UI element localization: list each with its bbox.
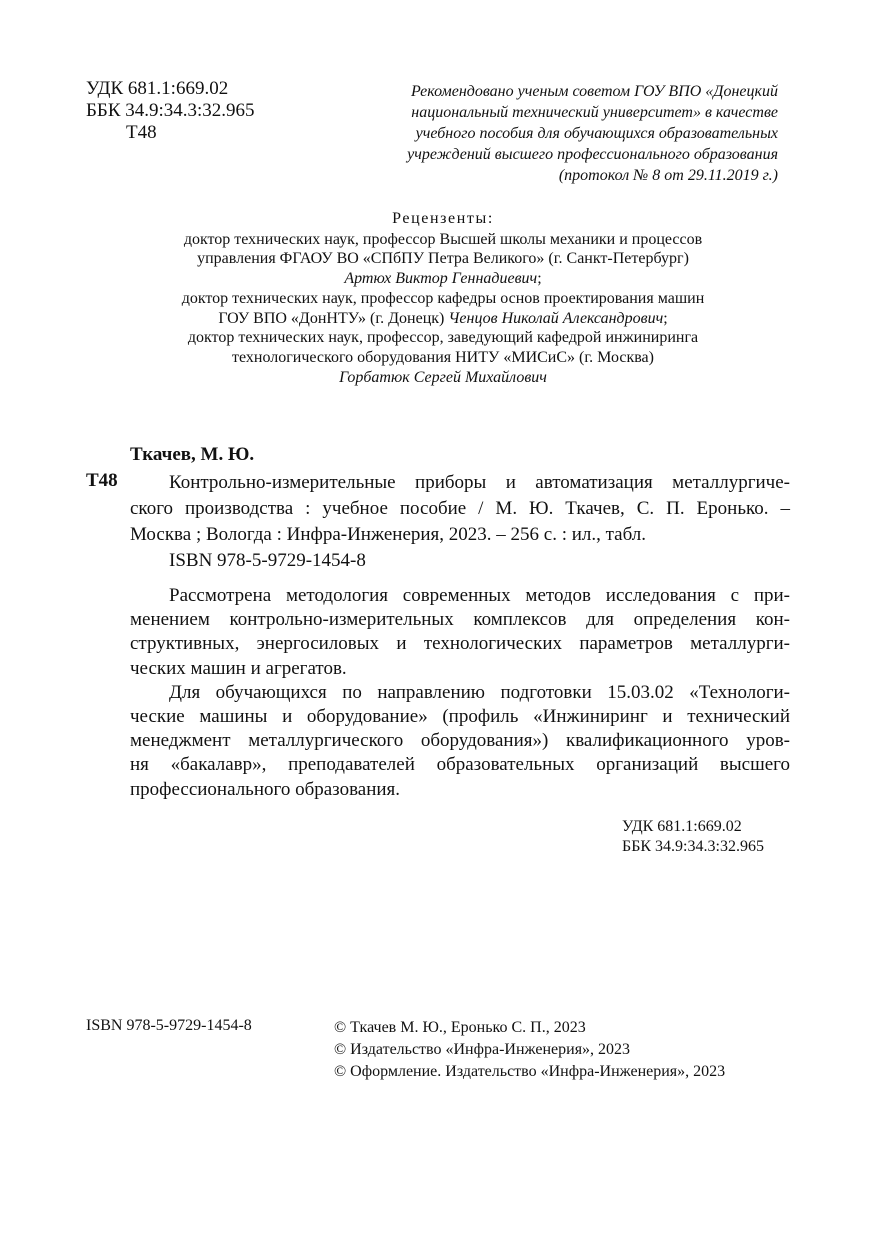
separator: ; — [537, 270, 542, 288]
abstract-line: структивных, энергосиловых и технологических параметров металлурги- — [130, 633, 790, 655]
recommendation-line: (протокол № 8 от 29.11.2019 г.) — [558, 167, 778, 184]
abstract-line: Для обучающихся по направлению подготовки 15.03.02 «Технологи- — [169, 681, 790, 703]
reviewer-line: доктор технических наук, профессор, заведующий кафедрой инжиниринга — [187, 329, 699, 347]
abstract — [130, 584, 790, 802]
copyright-line: © Издательство «Инфра-Инженерия», 2023 — [334, 1041, 631, 1058]
bbk-code: ББК 34.9:34.3:32.965 — [622, 838, 764, 855]
isbn: ISBN 978-5-9729-1454-8 — [86, 1017, 252, 1034]
abstract-line: ческих машин и агрегатов. — [130, 657, 347, 679]
abstract-line: ческие машины и оборудование» (профиль «Инжиниринг и технический — [130, 706, 790, 728]
abstract-line: профессионального образования. — [130, 778, 401, 800]
copyright-line: © Ткачев М. Ю., Еронько С. П., 2023 — [334, 1019, 586, 1036]
classification-codes — [86, 78, 255, 144]
recommendation-line: учреждений высшего профессионального образования — [407, 146, 778, 163]
reviewers-heading: Рецензенты: — [392, 210, 494, 227]
reviewer-name: Ченцов Николай Александрович — [448, 309, 664, 327]
classification-codes-bottom — [622, 817, 764, 857]
abstract-line: Рассмотрена методология современных методов исследования с при- — [169, 585, 790, 606]
udk-code: УДК 681.1:669.02 — [622, 818, 742, 835]
biblio-line: Москва ; Вологда : Инфра-Инженерия, 2023. – 256 с. : ил., табл. — [130, 524, 647, 545]
reviewer-name: Артюх Виктор Геннадиевич — [344, 270, 538, 288]
copyright-line: © Оформление. Издательство «Инфра-Инженерия», 2023 — [334, 1063, 726, 1080]
reviewer-line: доктор технических наук, профессор кафедры основ проектирования машин — [181, 289, 705, 307]
reviewer-line — [90, 269, 796, 289]
biblio-line: ского производства : учебное пособие / М. Ю. Ткачев, С. П. Еронько. – — [130, 498, 790, 519]
reviewer-line: управления ФГАОУ ВО «СПбПУ Петра Великого» (г. Санкт-Петербург) — [197, 250, 689, 268]
reviewer-name: Горбатюк Сергей Михайлович — [339, 368, 547, 386]
reviewer-line: технологического оборудования НИТУ «МИСиС» (г. Москва) — [232, 348, 654, 366]
bbk-code: ББК 34.9:34.3:32.965 — [86, 100, 255, 121]
reviewer-affiliation: ГОУ ВПО «ДонНТУ» (г. Донецк) — [218, 309, 445, 327]
biblio-line: Контрольно-измерительные приборы и автоматизация металлургиче- — [169, 472, 790, 493]
bibliographic-code: Т48 — [86, 470, 118, 491]
reviewer-line: доктор технических наук, профессор Высшей школы механики и процессов — [183, 230, 703, 248]
udk-code: УДК 681.1:669.02 — [86, 78, 229, 99]
author-mark: Т48 — [126, 122, 157, 143]
reviewers-block — [90, 209, 796, 387]
reviewer-line — [90, 309, 796, 329]
abstract-line: менеджмент металлургического оборудования») квалификационного уров- — [130, 730, 790, 752]
bibliographic-description — [130, 470, 790, 574]
abstract-line: ня «бакалавр», преподавателей образовательных организаций высшего — [130, 754, 790, 776]
biblio-isbn: ISBN 978-5-9729-1454-8 — [169, 550, 366, 571]
recommendation-line: национальный технический университет» в качестве — [411, 104, 778, 121]
abstract-line: менением контрольно-измерительных комплексов для определения кон- — [130, 609, 790, 631]
recommendation-block — [360, 81, 778, 186]
recommendation-line: учебного пособия для обучающихся образовательных — [415, 125, 778, 142]
book-author: Ткачев, М. Ю. — [130, 444, 255, 465]
copyright-block — [334, 1017, 725, 1083]
separator: ; — [663, 309, 668, 327]
recommendation-line: Рекомендовано ученым советом ГОУ ВПО «Донецкий — [410, 83, 778, 100]
